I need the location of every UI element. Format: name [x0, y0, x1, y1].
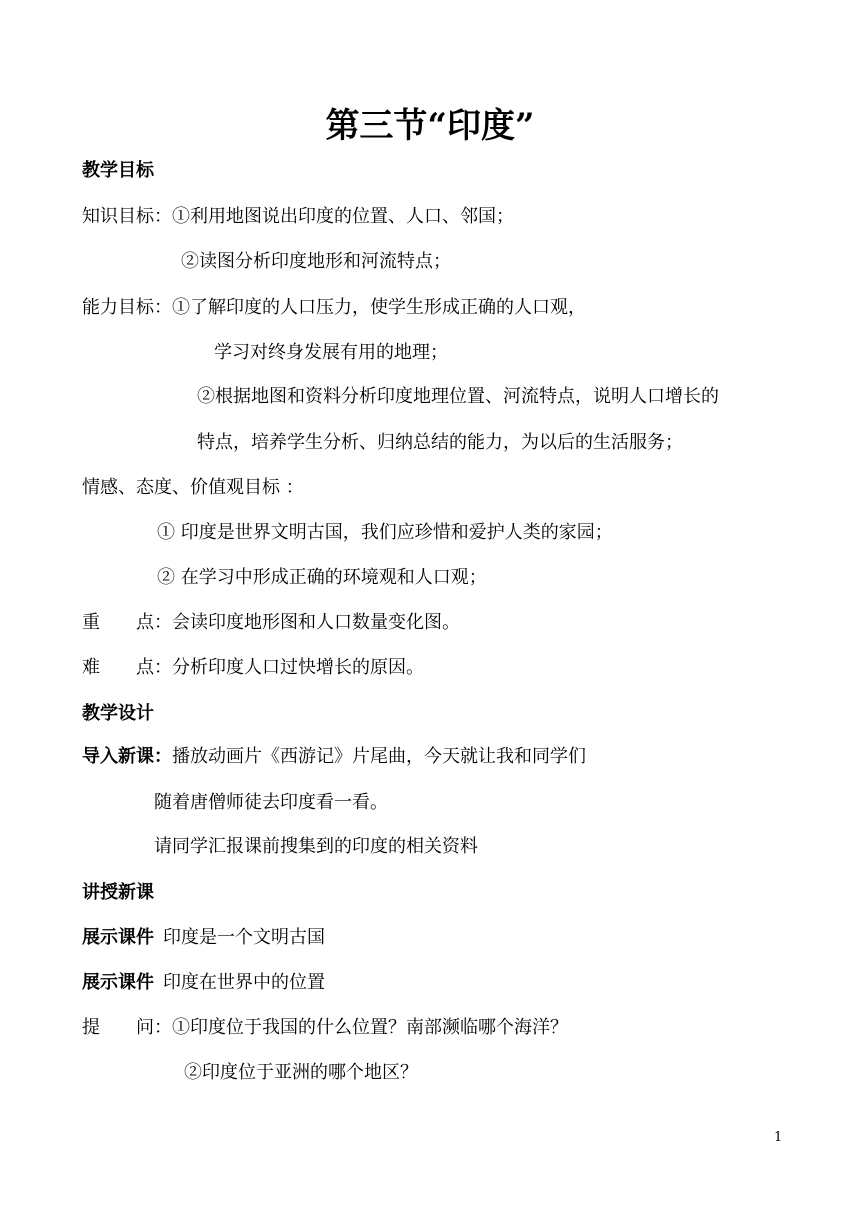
- difficulty-point: [82, 656, 424, 680]
- ability-label: 能力目标：: [82, 297, 172, 318]
- page-number: 1: [774, 1130, 783, 1145]
- emotion-item: ② 在学习中形成正确的环境观和人口观；: [157, 567, 487, 588]
- objectives-heading: 教学目标: [82, 160, 154, 181]
- ability-item: ①了解印度的人口压力，使学生形成正确的人口观，: [172, 297, 586, 318]
- question-row: [82, 1016, 568, 1040]
- intro-text: 播放动画片《西游记》片尾曲，今天就让我和同学们: [172, 746, 586, 767]
- show-courseware-row: [82, 926, 325, 950]
- question-item: ①印度位于我国的什么位置？南部濒临哪个海洋？: [172, 1017, 568, 1038]
- show-text: 印度在世界中的位置: [163, 972, 325, 993]
- difficulty-label: 难 点：: [82, 657, 172, 678]
- key-point-text: 会读印度地形图和人口数量变化图。: [172, 612, 460, 633]
- emotion-item: ① 印度是世界文明古国，我们应珍惜和爱护人类的家园；: [157, 522, 613, 543]
- design-heading: 教学设计: [82, 703, 154, 724]
- ability-item-continued: 学习对终身发展有用的地理；: [214, 342, 448, 363]
- show-courseware-row: [82, 971, 325, 995]
- ability-item: ②根据地图和资料分析印度地理位置、河流特点，说明人口增长的: [197, 386, 719, 407]
- intro-text-continued: 请同学汇报课前搜集到的印度的相关资料: [154, 836, 478, 857]
- key-point: [82, 611, 460, 635]
- knowledge-item: ①利用地图说出印度的位置、人口、邻国；: [172, 206, 514, 227]
- question-item: ②印度位于亚洲的哪个地区？: [184, 1062, 418, 1083]
- show-label: 展示课件: [82, 972, 154, 993]
- knowledge-label: 知识目标：: [82, 206, 172, 227]
- knowledge-item: ②读图分析印度地形和河流特点；: [181, 251, 451, 272]
- intro-text-continued: 随着唐僧师徒去印度看一看。: [154, 792, 388, 813]
- intro-section: [82, 745, 586, 769]
- page-title: 第三节“印度”: [325, 106, 535, 146]
- new-lesson-heading: 讲授新课: [82, 882, 154, 903]
- intro-label: 导入新课：: [82, 746, 172, 767]
- difficulty-text: 分析印度人口过快增长的原因。: [172, 657, 424, 678]
- ability-item-continued: 特点，培养学生分析、归纳总结的能力，为以后的生活服务；: [197, 432, 683, 453]
- key-point-label: 重 点：: [82, 612, 172, 633]
- question-label: 提 问：: [82, 1017, 172, 1038]
- emotion-objective-label: 情感、态度、价值观目标 ：: [82, 477, 304, 498]
- show-text: 印度是一个文明古国: [163, 927, 325, 948]
- knowledge-objective: [82, 205, 514, 229]
- show-label: 展示课件: [82, 927, 154, 948]
- ability-objective: [82, 296, 586, 320]
